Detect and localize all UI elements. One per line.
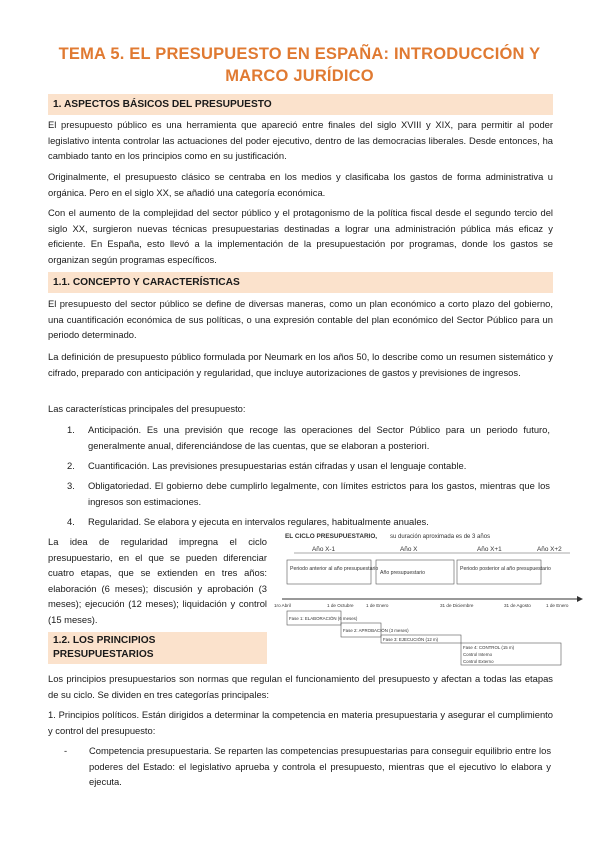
list-text: Cuantificación. Las previsiones presupuestarias están cifradas y usan el lenguaje contable. bbox=[88, 460, 467, 471]
heading-line: 1.2. LOS PRINCIPIOS bbox=[53, 635, 156, 646]
period-box bbox=[457, 560, 541, 584]
list-text: Anticipación. Es una previsión que recoge las operaciones del Sector Público para un periodo futuro, generalmente anual, diferenciándose de las cuentas, que se elaboran a posteriori. bbox=[88, 424, 550, 451]
date-label: 1 de Enero bbox=[366, 603, 389, 608]
bullet-marker: - bbox=[64, 745, 68, 756]
control-item: Control Interno bbox=[463, 652, 493, 657]
paragraph-principios-politicos: 1. Principios políticos. Están dirigidos a determinar la competencia en materia presupuestaria y asegurar el cumplimiento y control del presupuesto: bbox=[48, 709, 553, 736]
phase-label: Fase 2: APROBACIÓN (3 meses) bbox=[343, 628, 409, 633]
section-heading-principios bbox=[48, 632, 267, 664]
paragraph-neumark: La definición de presupuesto público formulada por Neumark en los años 50, lo describe como un resumen sistemático y cifrado, preparado con anticipación y regularidad, que incluye autorizaciones de gastos y previsiones de ingresos. bbox=[48, 351, 553, 378]
list-number: 1. bbox=[67, 424, 75, 435]
heading-line: PRESUPUESTARIOS bbox=[53, 649, 154, 660]
phase-label: Fase 4: CONTROL (15 m) bbox=[463, 645, 515, 650]
year-label: Año X+1 bbox=[477, 546, 502, 553]
paragraph-principios-intro: Los principios presupuestarios son normas que regulan el funcionamiento del presupuesto y afectan a todas las etapas de su ciclo. Se dividen en tres categorías principales: bbox=[48, 673, 553, 700]
list-number: 4. bbox=[67, 516, 75, 527]
date-label: 1ro Abril bbox=[274, 603, 291, 608]
list-number: 2. bbox=[67, 460, 75, 471]
paragraph-ciclo: La idea de regularidad impregna el ciclo presupuestario, en el que se pueden diferenciar cuatro etapas, que se extienden en tres años: elaboración (6 meses); discusión y aprobación (3 meses); ejecución (12 meses); liquidación y control (15 meses). bbox=[48, 536, 267, 625]
diagram-subtitle: su duración aproximada es de 3 años bbox=[390, 534, 491, 540]
list-item-anticipacion bbox=[67, 422, 550, 453]
period-label: Periodo posterior al año presupuestario bbox=[460, 566, 551, 572]
date-label: 1 de Octubre bbox=[327, 603, 354, 608]
period-label: Periodo anterior al año presupuestario bbox=[290, 566, 379, 572]
date-label: 1 de Enero bbox=[546, 603, 569, 608]
diagram-title: EL CICLO PRESUPUESTARIO, bbox=[285, 533, 378, 540]
year-headers bbox=[294, 546, 570, 553]
list-item-cuantificacion bbox=[67, 458, 550, 474]
year-label: Año X+2 bbox=[537, 546, 562, 553]
paragraph-presupuesto-clasico: Originalmente, el presupuesto clásico se centraba en los medios y clasificaba los gastos de forma administrativa u orgánica. Pero en el siglo XX, se añadió una categoría económica. bbox=[48, 171, 553, 198]
period-box bbox=[287, 560, 371, 584]
date-label: 31 de Agosto bbox=[504, 603, 531, 608]
list-item-obligatoriedad bbox=[67, 478, 550, 509]
paragraph-origen: El presupuesto público es una herramienta que apareció entre finales del siglo XVIII y XIX, para permitir al poder legislativo intenta controlar las actuaciones del poder ejecutivo, dentro de las democracias liberales. Desde entonces, ha cambiado tanto en los principios como en su justificación. bbox=[48, 119, 553, 162]
section-heading-aspectos: 1. ASPECTOS BÁSICOS DEL PRESUPUESTO bbox=[48, 94, 553, 115]
date-label: 31 de Diciembre bbox=[440, 603, 474, 608]
ciclo-presupuestario-diagram bbox=[272, 527, 584, 667]
paragraph-definicion: El presupuesto del sector público se define de diversas maneras, como un plan económico a corto plazo del gobierno, una cuantificación económica de sus políticas, o una expresión contable del plan económico del Sector Público para un periodo determinado. bbox=[48, 298, 553, 341]
page-title: TEMA 5. EL PRESUPUESTO EN ESPAÑA: INTRODUCCIÓN Y MARCO JURÍDICO bbox=[58, 45, 541, 85]
bullet-competencia: Competencia presupuestaria. Se reparten las competencias presupuestarias para conseguir equilibrio entre los poderes del Estado: el legislativo aprueba y controla el presupuesto, mientras que el ejecutivo lo elabora y ejecuta. bbox=[89, 745, 551, 788]
diagram-svg bbox=[272, 527, 584, 667]
timeline-arrow bbox=[577, 596, 583, 602]
paragraph-caracteristicas-intro: Las características principales del presupuesto: bbox=[48, 403, 246, 414]
phase-label: Fase 1: ELABORACIÓN (6 meses) bbox=[289, 616, 358, 621]
list-text: Regularidad. Se elabora y ejecuta en intervalos regulares, habitualmente anuales. bbox=[88, 516, 429, 527]
control-item: Control Externo bbox=[463, 659, 494, 664]
phase-label: Fase 3: EJECUCIÓN (12 m) bbox=[383, 637, 439, 642]
paragraph-tecnicas: Con el aumento de la complejidad del sector público y el protagonismo de la política fiscal desde el segundo tercio del siglo XX, surgieron nuevas técnicas presupuestarias destinadas a lograr una administración pública más eficaz y eficiente. En España, esto llevó a la implementación de la presupuestación por programas, donde los gastos se organizan según programas específicos. bbox=[48, 207, 553, 265]
year-label: Año X-1 bbox=[312, 546, 336, 553]
list-text: Obligatoriedad. El gobierno debe cumplirlo legalmente, con límites estrictos para los gastos, mientras que los ingresos son estimaciones. bbox=[88, 480, 550, 507]
year-label: Año X bbox=[400, 546, 418, 553]
section-heading-concepto: 1.1. CONCEPTO Y CARACTERÍSTICAS bbox=[48, 272, 553, 293]
period-label: Año presupuestario bbox=[380, 570, 425, 576]
list-number: 3. bbox=[67, 480, 75, 491]
